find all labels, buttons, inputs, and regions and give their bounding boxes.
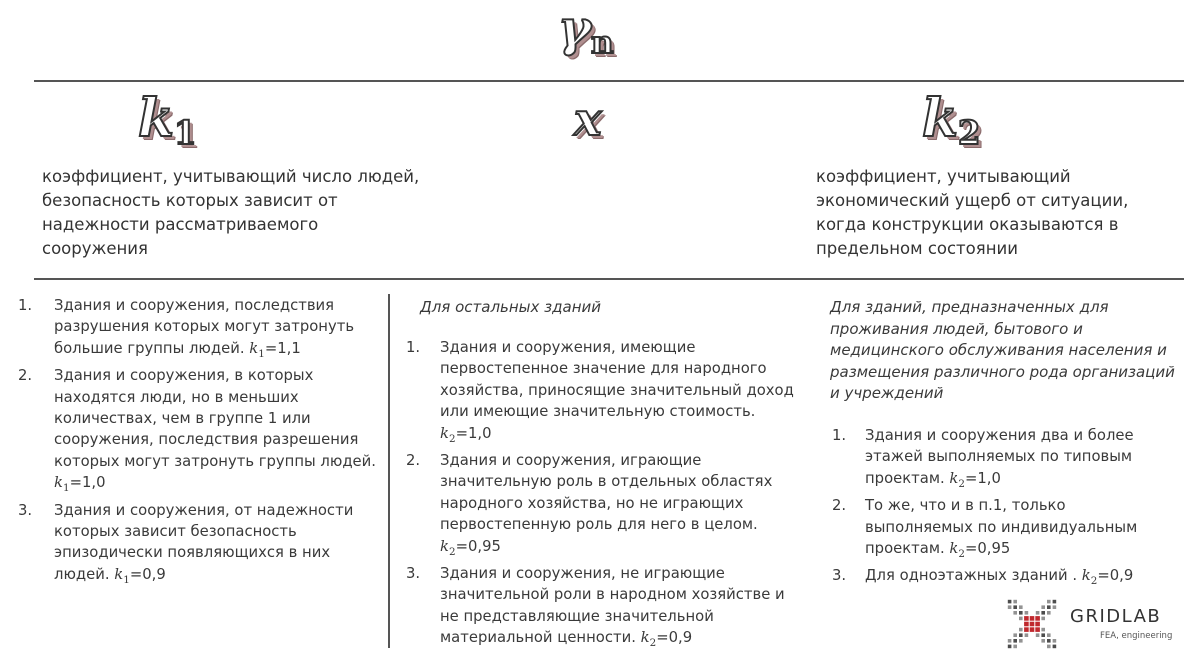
item-text: Здания и сооружения два и более этажей выполняемых по типовым проектам. <box>865 427 1134 487</box>
item-number: 1. <box>406 339 421 356</box>
logo-dot <box>1025 633 1029 637</box>
logo-dot <box>1041 605 1045 609</box>
item-text: Здания и сооружения, от надежности которых зависит безопасность эпизодически появляющихся в них людей. <box>54 501 354 583</box>
logo-dot <box>1019 628 1023 632</box>
item-number: 3. <box>832 567 847 585</box>
item-number: 1. <box>832 427 847 444</box>
k-symbol: $k_2$ <box>640 629 657 650</box>
item-text: То же, что и в п.1, только выполняемых по индивидуальным проектам. <box>865 497 1138 557</box>
k2-description: коэффициент, учитывающий экономический ущерб от ситуации, когда конструкции оказываются в предельном состоянии <box>816 167 1129 258</box>
k-symbol: $k_2$ <box>1081 567 1098 588</box>
logo-dot <box>1008 605 1012 609</box>
list-item <box>832 425 1162 495</box>
k1-description: коэффициент, учитывающий число людей, безопасность которых зависит от надежности рассматриваемого сооружения <box>42 167 420 258</box>
logo-dot <box>1053 639 1057 643</box>
logo-dot <box>1041 628 1045 632</box>
k2-list-residential <box>832 425 1162 593</box>
logo-dot <box>1024 627 1029 632</box>
gridlab-logo <box>1006 598 1196 650</box>
item-number: 1. <box>18 297 33 314</box>
item-value: =1,0 <box>964 469 1001 487</box>
logo-dot <box>1041 639 1045 643</box>
logo-dot <box>1024 622 1029 627</box>
k-symbol: $k_2$ <box>440 537 456 558</box>
list-item <box>18 500 384 592</box>
list-item <box>406 337 798 450</box>
logo-dot <box>1013 611 1017 615</box>
logo-dot <box>1041 611 1045 615</box>
logo-dot <box>1053 645 1057 649</box>
logo-dot <box>1030 616 1035 621</box>
k-symbol: $k_2$ <box>949 539 965 560</box>
item-text: Здания и сооружения, последствия разрушения которых могут затронуть большие группы людей. <box>54 297 355 357</box>
logo-dot <box>1035 627 1040 632</box>
logo-dot <box>1013 633 1017 637</box>
logo-dot <box>1008 639 1012 643</box>
logo-dot <box>1047 639 1051 643</box>
logo-dot <box>1041 633 1045 637</box>
item-text: Для одноэтажных зданий . <box>865 567 1082 585</box>
k-symbol: $k_2$ <box>440 424 456 445</box>
item-text: Здания и сооружения, в которых находятся люди, но в меньших количествах, чем в группе 1 или сооружения, последствия разрешения которых могут затронуть группы людей. <box>54 367 376 470</box>
top-divider <box>34 80 1184 82</box>
logo-dot <box>1019 611 1023 615</box>
right-heading: Для зданий, предназначенных для проживания людей, бытового и медицинского обслуживания населения и размещения различного рода организаций и учреждений <box>830 298 1175 402</box>
item-number: 2. <box>406 451 421 469</box>
k2-list-other <box>406 337 798 655</box>
middle-heading: Для остальных зданий <box>420 298 602 316</box>
item-text: Здания и сооружения, имеющие первостепенное значение для народного хозяйства, приносящие значительный доход или имеющие значительную стоимость. <box>440 339 794 421</box>
logo-dot <box>1030 627 1035 632</box>
logo-tagline: FEA, engineering <box>1100 631 1173 641</box>
item-value: =0,95 <box>455 537 501 555</box>
item-value: =0,9 <box>129 565 166 583</box>
k-symbol: $k_1$ <box>114 565 130 586</box>
item-text: Здания и сооружения, не играющие значительной роли в народном хозяйстве и не представляющие значительной материальной ценности. <box>440 564 785 647</box>
logo-dot <box>1041 617 1045 621</box>
column-divider <box>388 294 390 648</box>
multiply-symbol: x <box>574 92 602 146</box>
list-item <box>406 563 798 655</box>
k-symbol: $k_1$ <box>54 474 70 495</box>
k1-list <box>18 295 384 591</box>
logo-dot <box>1030 622 1035 627</box>
middle-divider <box>34 278 1184 280</box>
k-symbol: $k_2$ <box>949 469 965 490</box>
logo-dot <box>1047 605 1051 609</box>
list-item <box>832 565 1162 592</box>
k-symbol: $k_1$ <box>249 339 265 360</box>
item-number: 2. <box>832 497 847 515</box>
logo-dot <box>1008 645 1012 649</box>
logo-dot <box>1013 605 1017 609</box>
item-number: 2. <box>18 367 33 385</box>
logo-name: GRIDLAB <box>1070 606 1162 627</box>
item-value: =0,9 <box>1097 567 1134 585</box>
logo-dot <box>1013 645 1017 649</box>
list-item <box>18 295 384 365</box>
list-item <box>18 365 384 499</box>
item-value: =0,9 <box>656 629 693 647</box>
list-item <box>832 495 1162 565</box>
item-value: =1,0 <box>69 474 106 492</box>
k2-symbol: $k_2$ <box>922 88 981 153</box>
logo-dot <box>1053 605 1057 609</box>
logo-dot <box>1025 611 1029 615</box>
item-text: Здания и сооружения, играющие значительную роль в отдельных областях народного хозяйства, но не играющих первостепенную роль для него в целом. <box>440 451 773 534</box>
item-number: 3. <box>406 564 421 582</box>
gamma-n-symbol: $\gamma_n$ <box>558 0 614 61</box>
logo-dot <box>1008 600 1012 604</box>
logo-dot <box>1053 600 1057 604</box>
logo-dot <box>1024 616 1029 621</box>
item-value: =1,0 <box>455 424 492 442</box>
logo-dot <box>1047 600 1051 604</box>
logo-dot <box>1047 645 1051 649</box>
logo-dot <box>1047 611 1051 615</box>
k1-symbol: $k_1$ <box>138 88 197 153</box>
logo-dot <box>1013 639 1017 643</box>
item-number: 3. <box>18 501 33 519</box>
logo-dot <box>1035 616 1040 621</box>
logo-dot <box>1019 639 1023 643</box>
item-value: =1,1 <box>264 339 301 357</box>
list-item <box>406 450 798 563</box>
logo-dot <box>1013 600 1017 604</box>
logo-dot <box>1019 633 1023 637</box>
logo-dot <box>1019 617 1023 621</box>
item-value: =0,95 <box>964 539 1011 557</box>
logo-dot <box>1047 633 1051 637</box>
logo-dot <box>1036 633 1040 637</box>
logo-dot <box>1035 622 1040 627</box>
logo-dot <box>1036 611 1040 615</box>
gridlab-mark-icon <box>1006 598 1058 650</box>
logo-dot <box>1019 605 1023 609</box>
